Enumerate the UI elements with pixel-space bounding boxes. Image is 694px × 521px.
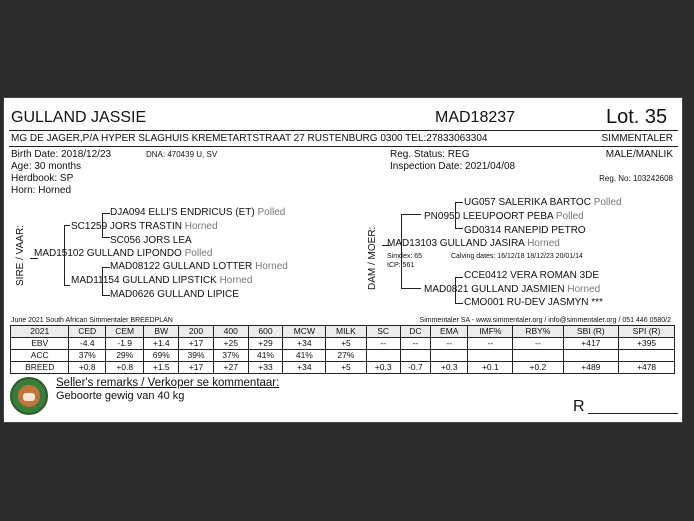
ebv-cell: +0.3 bbox=[366, 362, 400, 374]
ebv-cell: 29% bbox=[106, 350, 144, 362]
ebv-row bbox=[11, 350, 675, 362]
breed: SIMMENTALER bbox=[601, 133, 673, 144]
ebv-header-cell: EMA bbox=[431, 326, 468, 338]
ebv-cell: +1.4 bbox=[144, 338, 179, 350]
pedigree-dam-dam: MAD0821 GULLAND JASMIEN Horned bbox=[424, 284, 601, 295]
registration-number: Reg. No: 103242608 bbox=[599, 174, 673, 183]
ebv-cell: +5 bbox=[326, 362, 366, 374]
ebv-cell: EBV bbox=[11, 338, 69, 350]
ebv-cell bbox=[619, 350, 675, 362]
ebv-header-cell: 600 bbox=[248, 326, 283, 338]
ebv-header-cell: SC bbox=[366, 326, 400, 338]
ebv-cell bbox=[366, 350, 400, 362]
divider bbox=[9, 130, 678, 131]
ebv-table bbox=[10, 325, 675, 374]
ebv-header-cell: RBY% bbox=[513, 326, 563, 338]
ebv-header-cell: MILK bbox=[326, 326, 366, 338]
ebv-cell: +34 bbox=[283, 338, 326, 350]
ebv-header-cell: 400 bbox=[213, 326, 248, 338]
ebv-cell: +0.2 bbox=[513, 362, 563, 374]
ebv-header-cell: MCW bbox=[283, 326, 326, 338]
age: Age: 30 months bbox=[11, 161, 82, 172]
lot-number: Lot. 35 bbox=[606, 106, 668, 128]
breedplan-source: June 2021 South African Simmentaler BREEDPLAN bbox=[11, 317, 173, 324]
pedigree-sire-sire-dam: SC056 JORS LEA bbox=[110, 235, 192, 246]
ebv-row bbox=[11, 362, 675, 374]
pedigree-dam-sire-dam: GD0314 RANEPID PETRO bbox=[464, 225, 586, 236]
registration-id: MAD18237 bbox=[435, 109, 516, 126]
price-line bbox=[588, 413, 678, 414]
ebv-cell: +395 bbox=[619, 338, 675, 350]
ebv-cell: +27 bbox=[213, 362, 248, 374]
ebv-cell: +17 bbox=[179, 362, 214, 374]
ebv-header-cell: 2021 bbox=[11, 326, 69, 338]
sex: MALE/MANLIK bbox=[605, 149, 673, 160]
herdbook: Herdbook: SP bbox=[11, 173, 74, 184]
pedigree-sire: MAD15102 GULLAND LIPONDO Polled bbox=[34, 248, 213, 259]
ebv-cell: -- bbox=[468, 338, 513, 350]
ebv-header-cell: IMF% bbox=[468, 326, 513, 338]
ebv-cell bbox=[468, 350, 513, 362]
simmentaler-logo bbox=[10, 377, 48, 415]
ebv-header-cell: CEM bbox=[106, 326, 144, 338]
ebv-cell: +5 bbox=[326, 338, 366, 350]
ebv-cell: +0.8 bbox=[69, 362, 106, 374]
ebv-header-cell: DC bbox=[400, 326, 430, 338]
ebv-cell: -- bbox=[400, 338, 430, 350]
icp: ICP: 561 bbox=[387, 262, 415, 269]
ebv-row bbox=[11, 338, 675, 350]
ebv-cell: +33 bbox=[248, 362, 283, 374]
lot-card bbox=[3, 97, 683, 423]
ebv-cell: 41% bbox=[283, 350, 326, 362]
pedigree-sire-dam-dam: MAD0626 GULLAND LIPICE bbox=[110, 289, 239, 300]
ebv-header-cell: SPI (R) bbox=[619, 326, 675, 338]
ebv-cell: -- bbox=[513, 338, 563, 350]
ebv-cell: +29 bbox=[248, 338, 283, 350]
horn-status: Horn: Horned bbox=[11, 185, 72, 196]
ebv-cell bbox=[431, 350, 468, 362]
reg-status: Reg. Status: REG bbox=[390, 149, 470, 160]
ebv-header-cell: 200 bbox=[179, 326, 214, 338]
inspection-date: Inspection Date: 2021/04/08 bbox=[390, 161, 516, 172]
animal-name: GULLAND JASSIE bbox=[11, 109, 147, 126]
remarks-heading: Seller's remarks / Verkoper se kommentaar: bbox=[56, 377, 280, 389]
pedigree-dam-dam-dam: CMO001 RU-DEV JASMYN *** bbox=[464, 297, 603, 308]
simdex: Simdex: 65 bbox=[387, 253, 423, 260]
breeder-info: MG DE JAGER,P/A HYPER SLAGHUIS KREMETARTSTRAAT 27 RUSTENBURG 0300 TEL:27833063304 bbox=[11, 133, 488, 144]
ebv-cell: -1.9 bbox=[106, 338, 144, 350]
pedigree-sire-sire-sire: DJA094 ELLI'S ENDRICUS (ET) Polled bbox=[110, 207, 286, 218]
ebv-header-cell: BW bbox=[144, 326, 179, 338]
ebv-cell: 27% bbox=[326, 350, 366, 362]
pedigree-dam-sire: PN0950 LEEUPOORT PEBA Polled bbox=[424, 211, 584, 222]
divider bbox=[9, 146, 678, 147]
ebv-cell: ACC bbox=[11, 350, 69, 362]
ebv-header-row bbox=[11, 326, 675, 338]
ebv-cell: -- bbox=[431, 338, 468, 350]
ebv-cell: +0.1 bbox=[468, 362, 513, 374]
ebv-cell: +17 bbox=[179, 338, 214, 350]
ebv-cell: 37% bbox=[213, 350, 248, 362]
ebv-cell: -4.4 bbox=[69, 338, 106, 350]
sire-label: SIRE / VAAR: bbox=[15, 225, 26, 286]
ebv-cell: 41% bbox=[248, 350, 283, 362]
pedigree-sire-dam-sire: MAD08122 GULLAND LOTTER Horned bbox=[110, 261, 288, 272]
ebv-cell: +0.8 bbox=[106, 362, 144, 374]
ebv-cell bbox=[513, 350, 563, 362]
calving-dates: Calving dates: 16/12/18 18/12/23 20/01/14 bbox=[451, 253, 583, 260]
ebv-cell bbox=[563, 350, 619, 362]
ebv-header-cell: SBI (R) bbox=[563, 326, 619, 338]
pedigree-sire-sire: SC1259 JORS TRASTIN Horned bbox=[71, 221, 218, 232]
ebv-cell: 69% bbox=[144, 350, 179, 362]
pedigree-dam: MAD13103 GULLAND JASIRA Horned bbox=[387, 238, 560, 249]
dam-label: DAM / MOER: bbox=[367, 226, 378, 290]
ebv-cell: 37% bbox=[69, 350, 106, 362]
pedigree-sire-dam: MAD11154 GULLAND LIPSTICK Horned bbox=[71, 275, 253, 286]
ebv-cell: BREED bbox=[11, 362, 69, 374]
ebv-cell: +478 bbox=[619, 362, 675, 374]
ebv-cell: +489 bbox=[563, 362, 619, 374]
ebv-cell: +34 bbox=[283, 362, 326, 374]
ebv-cell: +1.5 bbox=[144, 362, 179, 374]
ebv-cell: -- bbox=[366, 338, 400, 350]
ebv-header-cell: CED bbox=[69, 326, 106, 338]
ebv-cell: +0.3 bbox=[431, 362, 468, 374]
ebv-cell: 39% bbox=[179, 350, 214, 362]
price-label: R bbox=[573, 398, 585, 415]
ebv-cell: +25 bbox=[213, 338, 248, 350]
ebv-cell: +417 bbox=[563, 338, 619, 350]
society-contact: Simmentaler SA - www.simmentaler.org / info@simmentaler.org / 051 446 0580/2 bbox=[419, 317, 671, 324]
remarks-text: Geboorte gewig van 40 kg bbox=[56, 390, 185, 402]
pedigree-dam-dam-sire: CCE0412 VERA ROMAN 3DE bbox=[464, 270, 600, 281]
pedigree-dam-sire-sire: UG057 SALERIKA BARTOC Polled bbox=[464, 197, 622, 208]
ebv-cell: -0.7 bbox=[400, 362, 430, 374]
birth-date: Birth Date: 2018/12/23 bbox=[11, 149, 112, 160]
dna: DNA: 470439 U, SV bbox=[146, 150, 218, 159]
ebv-cell bbox=[400, 350, 430, 362]
